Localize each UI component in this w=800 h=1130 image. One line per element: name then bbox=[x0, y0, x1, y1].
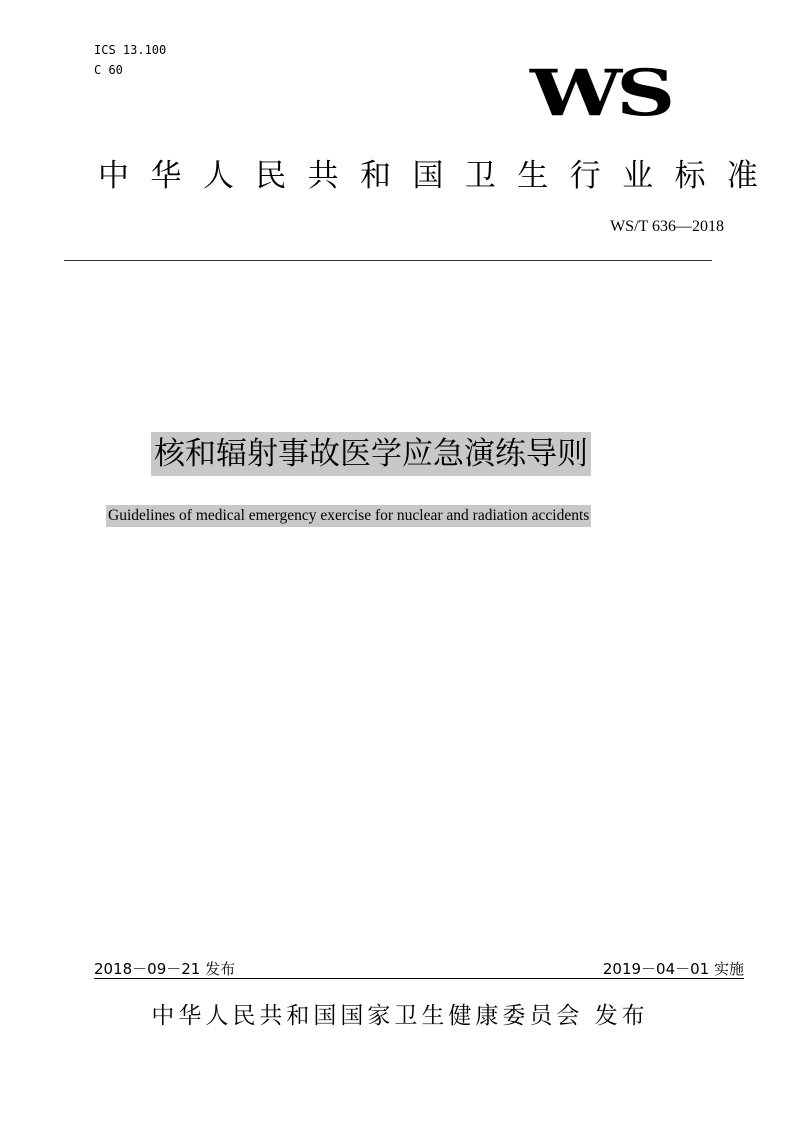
footer-divider bbox=[94, 978, 744, 979]
document-title-english: Guidelines of medical emergency exercise for nuclear and radiation accidents bbox=[106, 505, 591, 527]
heading-char: 华 bbox=[150, 158, 182, 194]
heading-char: 中 bbox=[98, 158, 129, 194]
issue-date: 2018－09－21 发布 bbox=[94, 960, 236, 978]
heading-char: 和 bbox=[360, 158, 392, 194]
heading-char: 业 bbox=[622, 158, 654, 194]
ws-logo: WS bbox=[530, 55, 670, 131]
date-row bbox=[94, 958, 744, 980]
heading-char: 人 bbox=[202, 158, 234, 194]
heading-char: 卫 bbox=[464, 158, 496, 194]
standard-code: WS/T 636—2018 bbox=[610, 218, 724, 235]
implementation-date: 2019－04－01 实施 bbox=[602, 960, 744, 978]
heading-char: 行 bbox=[569, 158, 601, 194]
ics-code: ICS 13.100 bbox=[94, 43, 167, 57]
classification-codes bbox=[94, 40, 166, 80]
heading-char: 共 bbox=[307, 158, 339, 194]
heading-char: 民 bbox=[255, 158, 287, 194]
header-divider bbox=[64, 260, 712, 261]
standard-type-heading bbox=[98, 154, 758, 198]
heading-char: 准 bbox=[726, 158, 758, 194]
document-title-chinese: 核和辐射事故医学应急演练导则 bbox=[151, 432, 591, 476]
heading-char: 生 bbox=[517, 158, 549, 194]
ccs-code: C 60 bbox=[94, 63, 123, 77]
heading-char: 国 bbox=[412, 158, 444, 194]
publisher: 中华人民共和国国家卫生健康委员会 发布 bbox=[151, 1003, 649, 1029]
heading-char: 标 bbox=[674, 158, 706, 194]
